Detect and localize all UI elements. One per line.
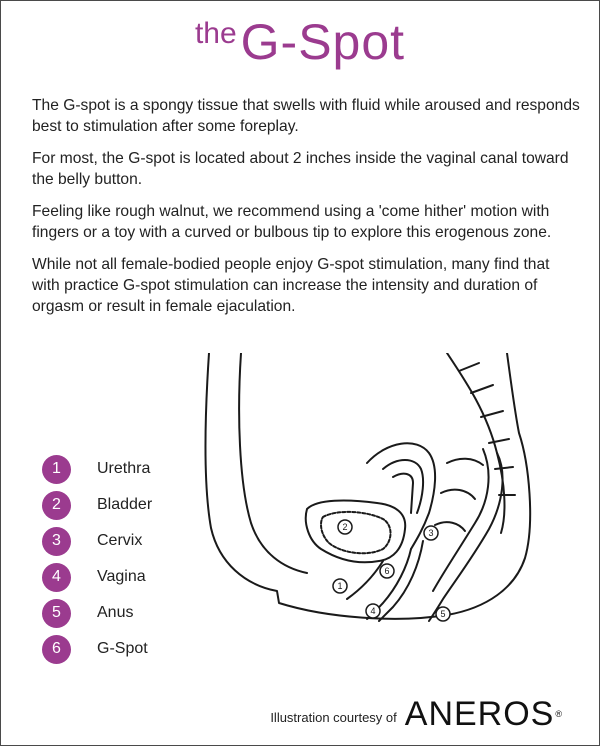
legend-label: Bladder bbox=[97, 496, 153, 513]
marker-label: 3 bbox=[428, 528, 434, 538]
legend-number-badge: 3 bbox=[42, 527, 71, 556]
legend-number-badge: 4 bbox=[42, 563, 71, 592]
legend-number-badge: 1 bbox=[42, 455, 71, 484]
marker-label: 2 bbox=[342, 522, 348, 532]
paragraph-2: For most, the G-spot is located about 2 inches inside the vaginal canal toward the belly button. bbox=[32, 150, 569, 188]
legend-item-vagina bbox=[42, 559, 152, 595]
marker-label: 5 bbox=[440, 609, 446, 619]
legend-item-urethra bbox=[42, 451, 152, 487]
urethra bbox=[347, 561, 383, 599]
legend-label: Vagina bbox=[97, 568, 146, 585]
paragraph-4: While not all female-bodied people enjoy G-spot stimulation, many find that with practice G-spot stimulation can increase the intensity and duration of orgasm or result in female ejaculation. bbox=[32, 256, 550, 315]
legend-number-badge: 5 bbox=[42, 599, 71, 628]
legend-item-cervix bbox=[42, 523, 152, 559]
legend-number-badge: 6 bbox=[42, 635, 71, 664]
registered-mark: ® bbox=[555, 709, 563, 719]
marker-label: 1 bbox=[337, 581, 343, 591]
brand-name: ANEROS bbox=[404, 695, 555, 733]
description bbox=[32, 95, 580, 328]
title-prefix: the bbox=[194, 17, 237, 50]
legend-number-badge: 2 bbox=[42, 491, 71, 520]
legend-label: G-Spot bbox=[97, 640, 148, 657]
legend-label: Cervix bbox=[97, 532, 143, 549]
legend-label: Urethra bbox=[97, 460, 151, 477]
legend-item-g-spot bbox=[42, 631, 152, 667]
marker-label: 4 bbox=[370, 606, 376, 616]
illustration-credit bbox=[270, 695, 563, 733]
brand-logo bbox=[404, 695, 563, 733]
anatomy-legend bbox=[42, 451, 152, 667]
legend-item-anus bbox=[42, 595, 152, 631]
legend-label: Anus bbox=[97, 604, 134, 621]
spine bbox=[447, 353, 504, 533]
paragraph-3: Feeling like rough walnut, we recommend using a 'come hither' motion with fingers or a toy with a curved or bulbous tip to explore this erogenous zone. bbox=[32, 203, 552, 241]
inner-wall bbox=[239, 353, 307, 573]
marker-label: 6 bbox=[384, 566, 390, 576]
body-outline bbox=[206, 353, 531, 619]
legend-item-bladder bbox=[42, 487, 152, 523]
page-title bbox=[1, 13, 599, 71]
anatomy-illustration bbox=[197, 353, 537, 683]
credit-text: Illustration courtesy of bbox=[270, 710, 397, 725]
title-main: G-Spot bbox=[240, 14, 406, 70]
paragraph-1: The G-spot is a spongy tissue that swells with fluid while aroused and responds best to stimulation after some foreplay. bbox=[32, 97, 580, 135]
